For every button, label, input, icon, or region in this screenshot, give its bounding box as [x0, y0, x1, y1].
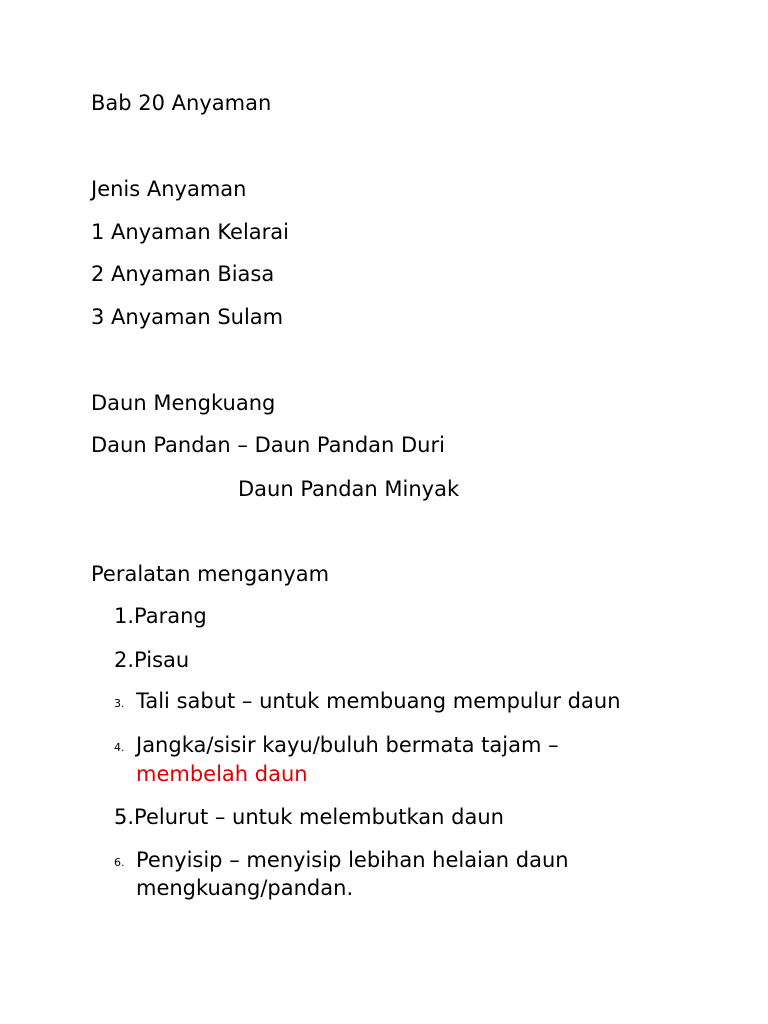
page-title: Bab 20 Anyaman — [91, 91, 272, 115]
peralatan-item-2: 2.Pisau — [114, 648, 190, 672]
peralatan-item-3-text: Tali sabut – untuk membuang mempulur daun — [136, 689, 621, 713]
peralatan-item-1: 1.Parang — [114, 604, 207, 628]
peralatan-item-5: 5.Pelurut – untuk melembutkan daun — [114, 805, 504, 829]
jenis-item-1: 1 Anyaman Kelarai — [91, 220, 290, 244]
peralatan-heading: Peralatan menganyam — [91, 562, 330, 586]
daun-mengkuang: Daun Mengkuang — [91, 391, 276, 415]
peralatan-item-3-number: 3. — [114, 697, 125, 710]
peralatan-item-4-highlight: membelah daun — [136, 762, 308, 786]
peralatan-item-4-text: Jangka/sisir kayu/buluh bermata tajam – — [136, 733, 559, 757]
peralatan-item-6-number: 6. — [114, 856, 125, 869]
jenis-item-2: 2 Anyaman Biasa — [91, 262, 275, 286]
jenis-heading: Jenis Anyaman — [91, 177, 247, 201]
peralatan-item-6-text-line-2: mengkuang/pandan. — [136, 876, 354, 900]
peralatan-item-6-text-line-1: Penyisip – menyisip lebihan helaian daun — [136, 848, 569, 872]
peralatan-item-4-number: 4. — [114, 741, 125, 754]
daun-pandan: Daun Pandan – Daun Pandan Duri — [91, 433, 445, 457]
daun-pandan-minyak: Daun Pandan Minyak — [238, 477, 460, 501]
jenis-item-3: 3 Anyaman Sulam — [91, 305, 284, 329]
